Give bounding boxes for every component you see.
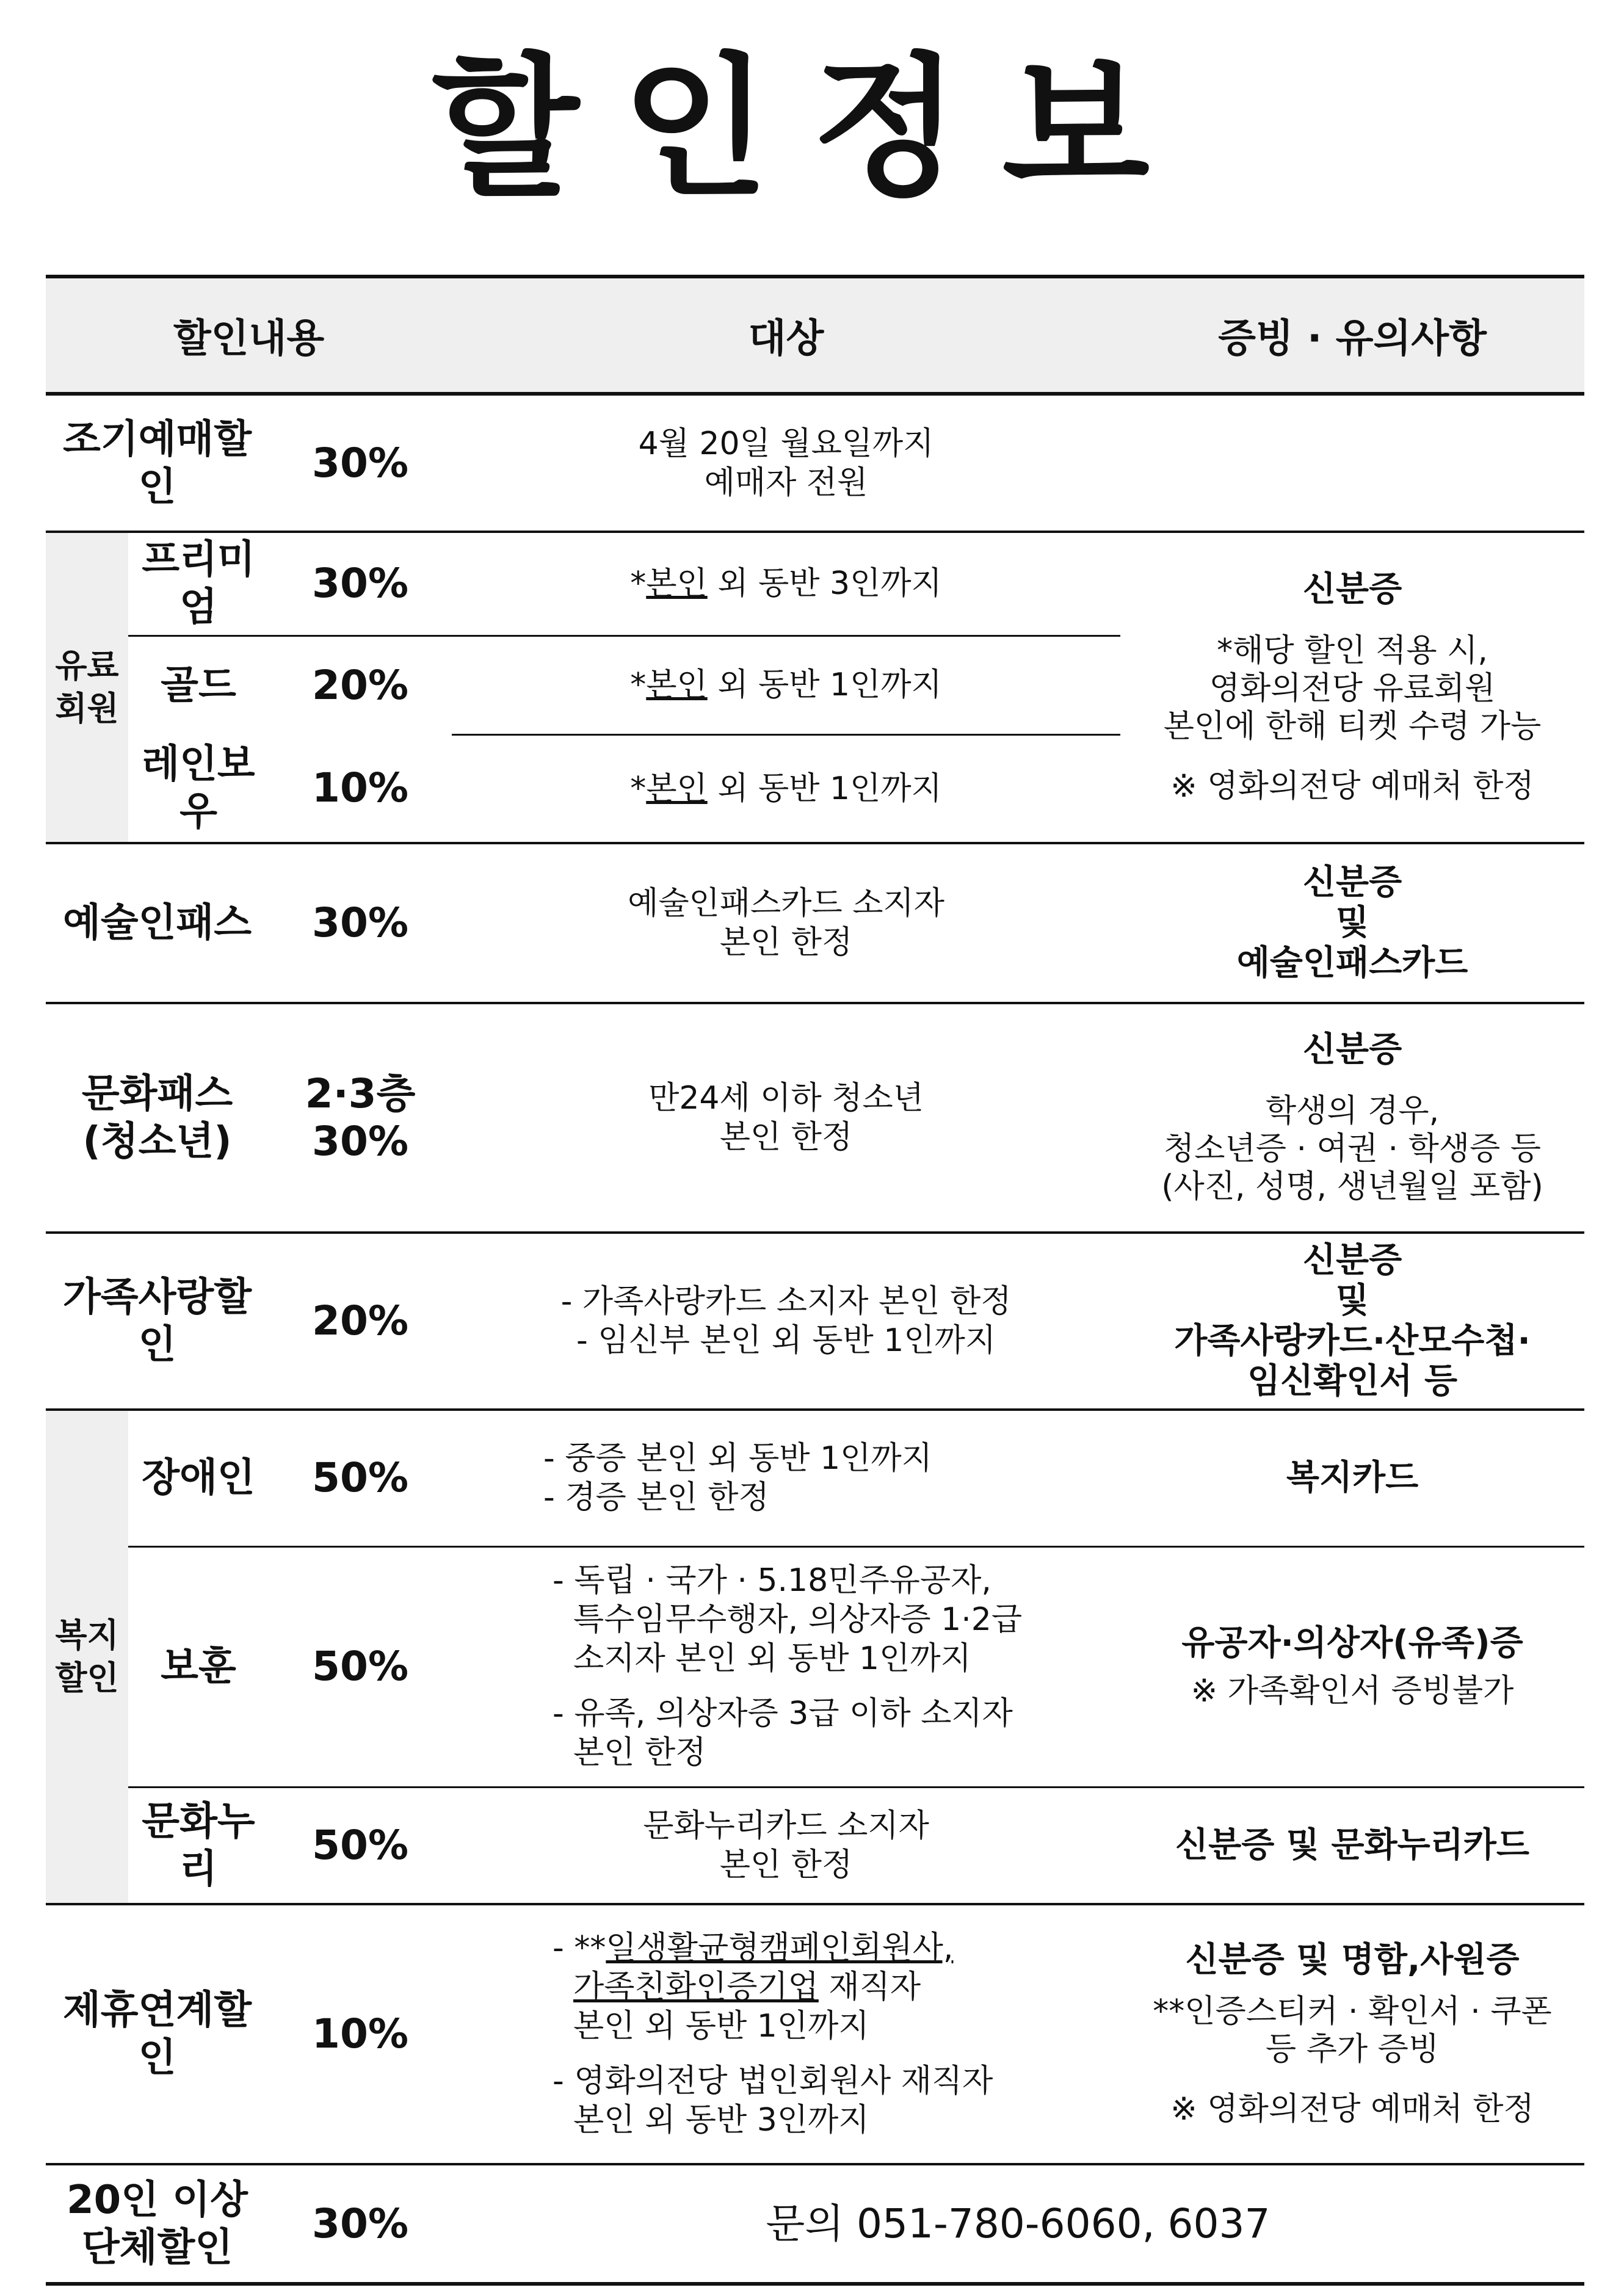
discount-name: 가족사랑할인 (46, 1233, 269, 1410)
proof-cell: 신분증 및 문화누리카드 (1120, 1787, 1584, 1904)
discount-name: 프리미엄 (128, 532, 269, 636)
proof-cell: 신분증 및 명함,사원증 **인증스티커 · 확인서 · 쿠폰 등 추가 증빙 ※ 영화의전당 예매처 한정 (1120, 1904, 1584, 2164)
contact-phone: 문의 051-780-6060, 6037 (452, 2164, 1584, 2284)
target-cell: - 중증 본인 외 동반 1인까지 - 경증 본인 한정 (452, 1410, 1120, 1546)
target-cell: - 독립 · 국가 · 5.18민주유공자, 특수임무수행자, 의상자증 1·2급 소지자 본인 외 동반 1인까지 - 유족, 의상자증 3급 이하 소지자 본인 한정 (452, 1546, 1120, 1787)
discount-name: 골드 (128, 636, 269, 734)
proof-cell: 신분증 *해당 할인 적용 시, 영화의전당 유료회원 본인에 한해 티켓 수령 가능 ※ 영화의전당 예매처 한정 (1120, 532, 1584, 843)
target-cell: 만24세 이하 청소년 본인 한정 (452, 1003, 1120, 1233)
discount-rate: 30% (269, 2164, 452, 2284)
header-proof: 증빙 · 유의사항 (1120, 277, 1584, 394)
discount-name: 문화패스 (청소년) (46, 1003, 269, 1233)
proof-cell: 신분증 및 가족사랑카드·산모수첩· 임신확인서 등 (1120, 1233, 1584, 1410)
discount-name: 장애인 (128, 1410, 269, 1546)
proof-cell: 유공자·의상자(유족)증 ※ 가족확인서 증빙불가 (1120, 1546, 1584, 1787)
category-paid-members: 유료 회원 (46, 532, 128, 843)
discount-rate: 20% (269, 636, 452, 734)
discount-rate: 50% (269, 1787, 452, 1904)
proof-cell (1120, 394, 1584, 532)
target-cell: 문화누리카드 소지자 본인 한정 (452, 1787, 1120, 1904)
discount-rate: 50% (269, 1546, 452, 1787)
discount-table (46, 275, 1584, 2286)
discount-rate: 30% (269, 532, 452, 636)
header-target: 대상 (452, 277, 1120, 394)
target-cell: - **일생활균형캠페인회원사, 가족친화인증기업 재직자 본인 외 동반 1인까지 - 영화의전당 법인회원사 재직자 본인 외 동반 3인까지 (452, 1904, 1120, 2164)
row-artpass (46, 843, 1584, 1003)
discount-name: 조기예매할인 (62, 416, 252, 510)
row-group (46, 2164, 1584, 2284)
target-cell: *본인 외 동반 3인까지 (452, 532, 1120, 636)
discount-rate: 50% (269, 1410, 452, 1546)
discount-rate: 20% (269, 1233, 452, 1410)
page-title: 할인정보 (432, 39, 1192, 217)
row-premium (46, 532, 1584, 636)
discount-name: 제휴연계할인 (46, 1904, 269, 2164)
discount-name: 레인보우 (142, 742, 255, 835)
discount-rate: 30% (269, 843, 452, 1003)
discount-name: 20인 이상 단체할인 (46, 2164, 269, 2284)
discount-name: 문화누리 (128, 1787, 269, 1904)
target-cell: 4월 20일 월요일까지 예매자 전원 (638, 425, 934, 501)
row-disabled (46, 1410, 1584, 1546)
target-cell: - 가족사랑카드 소지자 본인 한정 - 임신부 본인 외 동반 1인까지 (452, 1233, 1120, 1410)
table-header-row (46, 277, 1584, 394)
discount-rate: 2·3층 30% (269, 1003, 452, 1233)
target-cell: 예술인패스카드 소지자 본인 한정 (452, 843, 1120, 1003)
discount-rate: 10% (312, 764, 408, 811)
discount-rate: 30% (312, 439, 408, 487)
row-partner (46, 1904, 1584, 2164)
proof-cell: 복지카드 (1120, 1410, 1584, 1546)
row-nuri (46, 1787, 1584, 1904)
discount-name: 예술인패스 (46, 843, 269, 1003)
row-culturepass (46, 1003, 1584, 1233)
target-cell: *본인 외 동반 1인까지 (452, 636, 1120, 734)
proof-cell: 신분증 학생의 경우, 청소년증 · 여권 · 학생증 등 (사진, 성명, 생년월일 포함) (1120, 1003, 1584, 1233)
discount-rate: 10% (269, 1904, 452, 2164)
row-family (46, 1233, 1584, 1410)
target-cell: *본인 외 동반 1인까지 (452, 734, 1120, 843)
row-early (46, 394, 1584, 532)
category-welfare: 복지 할인 (46, 1410, 128, 1904)
row-veteran (46, 1546, 1584, 1787)
proof-cell: 신분증 및 예술인패스카드 (1120, 843, 1584, 1003)
header-content: 할인내용 (46, 277, 452, 394)
discount-name: 보훈 (128, 1546, 269, 1787)
